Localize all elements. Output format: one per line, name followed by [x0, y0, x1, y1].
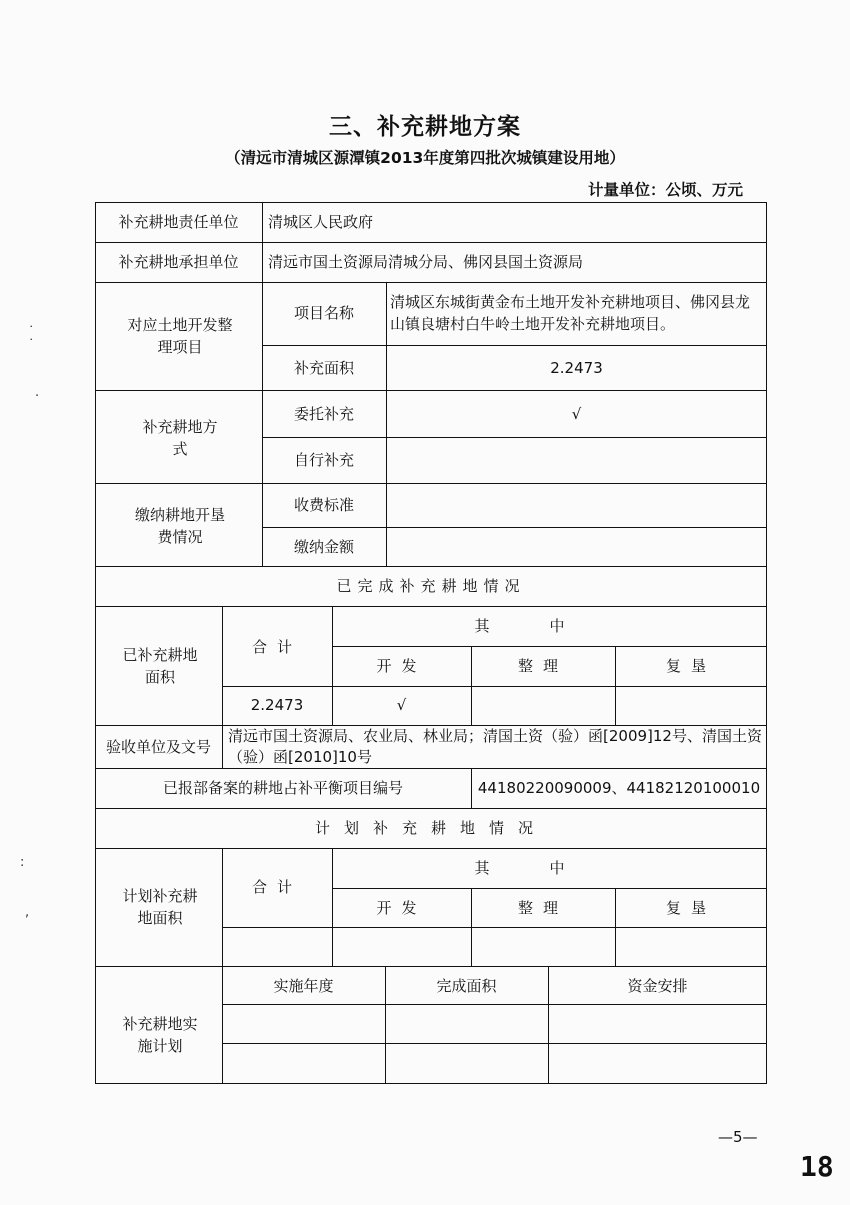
planned-consolidate-label: 整理 [517, 899, 568, 917]
schedule-area-header: 完成面积 [436, 977, 497, 995]
completed-of-which-label: 其中 [474, 617, 625, 635]
planned-section-title: 计划补充耕地情况 [314, 819, 547, 837]
page-subtitle: （清远市清城区源潭镇2013年度第四批次城镇建设用地） [225, 149, 625, 167]
schedule-year-header: 实施年度 [273, 977, 334, 995]
acceptance-label: 验收单位及文号 [105, 738, 211, 756]
completed-area-label: 已补充耕地面积 [122, 646, 198, 686]
self-supplement-label: 自行补充 [293, 451, 354, 469]
responsible-unit-label: 补充耕地责任单位 [118, 213, 239, 231]
completed-total-label: 合计 [251, 638, 302, 656]
planned-of-which-label: 其中 [474, 859, 625, 877]
project-name-value: 清城区东城街黄金布土地开发补充耕地项目、佛冈县龙山镇良塘村白牛岭土地开发补充耕地项目。 [390, 293, 751, 333]
completed-consolidate-label: 整理 [517, 657, 568, 675]
reclamation-fee-group-label: 缴纳耕地开垦费情况 [134, 506, 225, 546]
entrusted-supplement-label: 委托补充 [293, 405, 354, 423]
planned-total-label: 合计 [251, 878, 302, 896]
planned-reclaim-label: 复垦 [665, 899, 716, 917]
completed-total-value: 2.2473 [250, 696, 304, 714]
project-name-label: 项目名称 [293, 304, 354, 322]
schedule-fund-header: 资金安排 [627, 977, 688, 995]
supplement-area-label: 补充面积 [293, 359, 354, 377]
fee-standard-label: 收费标准 [293, 496, 354, 514]
completed-reclaim-label: 复垦 [665, 657, 716, 675]
planned-dev-label: 开发 [376, 899, 427, 917]
record-number-value: 44180220090009、44182120100010 [477, 779, 761, 797]
land-project-group-label: 对应土地开发整理项目 [127, 316, 233, 356]
measurement-unit: 计量单位：公顷、万元 [587, 181, 743, 199]
completed-dev-check: √ [396, 696, 407, 714]
planned-area-label: 计划补充耕地面积 [122, 887, 198, 927]
supplement-area-value: 2.2473 [550, 359, 603, 377]
completed-dev-label: 开发 [376, 657, 427, 675]
fee-amount-label: 缴纳金额 [293, 538, 354, 556]
responsible-unit-value: 清城区人民政府 [268, 213, 374, 231]
acceptance-value: 清远市国土资源局、农业局、林业局；清国土资（验）函[2009]12号、清国土资（验）函[2010]10号 [228, 727, 762, 766]
supplement-method-group-label: 补充耕地方式 [142, 418, 218, 458]
entrusted-supplement-check: √ [571, 405, 582, 423]
schedule-label: 补充耕地实施计划 [122, 1015, 198, 1055]
undertaking-unit-label: 补充耕地承担单位 [118, 253, 239, 271]
stamp-number: 18 [800, 1150, 834, 1183]
page-title: 三、补充耕地方案 [329, 114, 521, 140]
page-number: —5— [718, 1128, 758, 1146]
undertaking-unit-value: 清远市国土资源局清城分局、佛冈县国土资源局 [268, 253, 584, 271]
record-number-label: 已报部备案的耕地占补平衡项目编号 [162, 779, 403, 797]
completed-section-title: 已完成补充耕地情况 [336, 577, 526, 595]
